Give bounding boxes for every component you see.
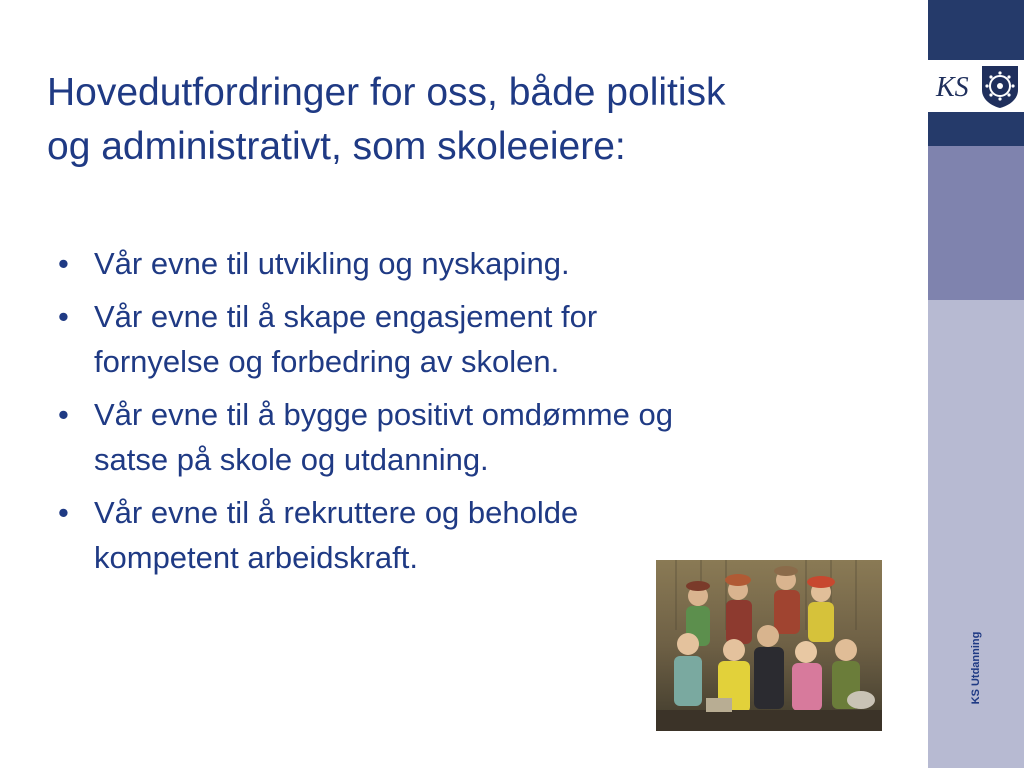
sidebar-band-navy-top [928, 0, 1024, 60]
title-line: Hovedutfordringer for oss, både politisk [47, 71, 726, 114]
title-line: og administrativt, som skoleeiere: [47, 125, 626, 168]
bullet-list [58, 241, 858, 588]
bullet-line: satse på skole og utdanning. [94, 442, 489, 477]
logo-strip [928, 60, 1024, 112]
crest-icon [978, 62, 1022, 110]
slide-title [47, 66, 907, 174]
bullet-item [58, 392, 858, 482]
bullet-line: kompetent arbeidskraft. [94, 540, 418, 575]
bullet-line: Vår evne til utvikling og nyskaping. [94, 246, 570, 281]
bullet-item [58, 241, 858, 286]
bullet-line: Vår evne til å skape engasjement for [94, 299, 598, 334]
bullet-symbol: • [58, 246, 69, 281]
bullet-item [58, 294, 858, 384]
bullet-symbol: • [58, 397, 69, 432]
bullet-symbol: • [58, 299, 69, 334]
ks-logo-icon [934, 66, 974, 106]
sidebar-vertical-label: KS Utdanning [970, 631, 982, 705]
sidebar [928, 0, 1024, 768]
sidebar-band-purple [928, 146, 1024, 300]
logo-text: KS [936, 72, 969, 103]
bullet-symbol: • [58, 495, 69, 530]
sidebar-band-navy-mid [928, 112, 1024, 146]
bullet-line: fornyelse og forbedring av skolen. [94, 344, 560, 379]
bullet-text [94, 294, 858, 384]
children-photo [656, 560, 882, 731]
bullet-text [94, 241, 858, 286]
bullet-line: Vår evne til å rekruttere og beholde [94, 495, 579, 530]
bullet-text [94, 392, 858, 482]
bullet-line: Vår evne til å bygge positivt omdømme og [94, 397, 673, 432]
